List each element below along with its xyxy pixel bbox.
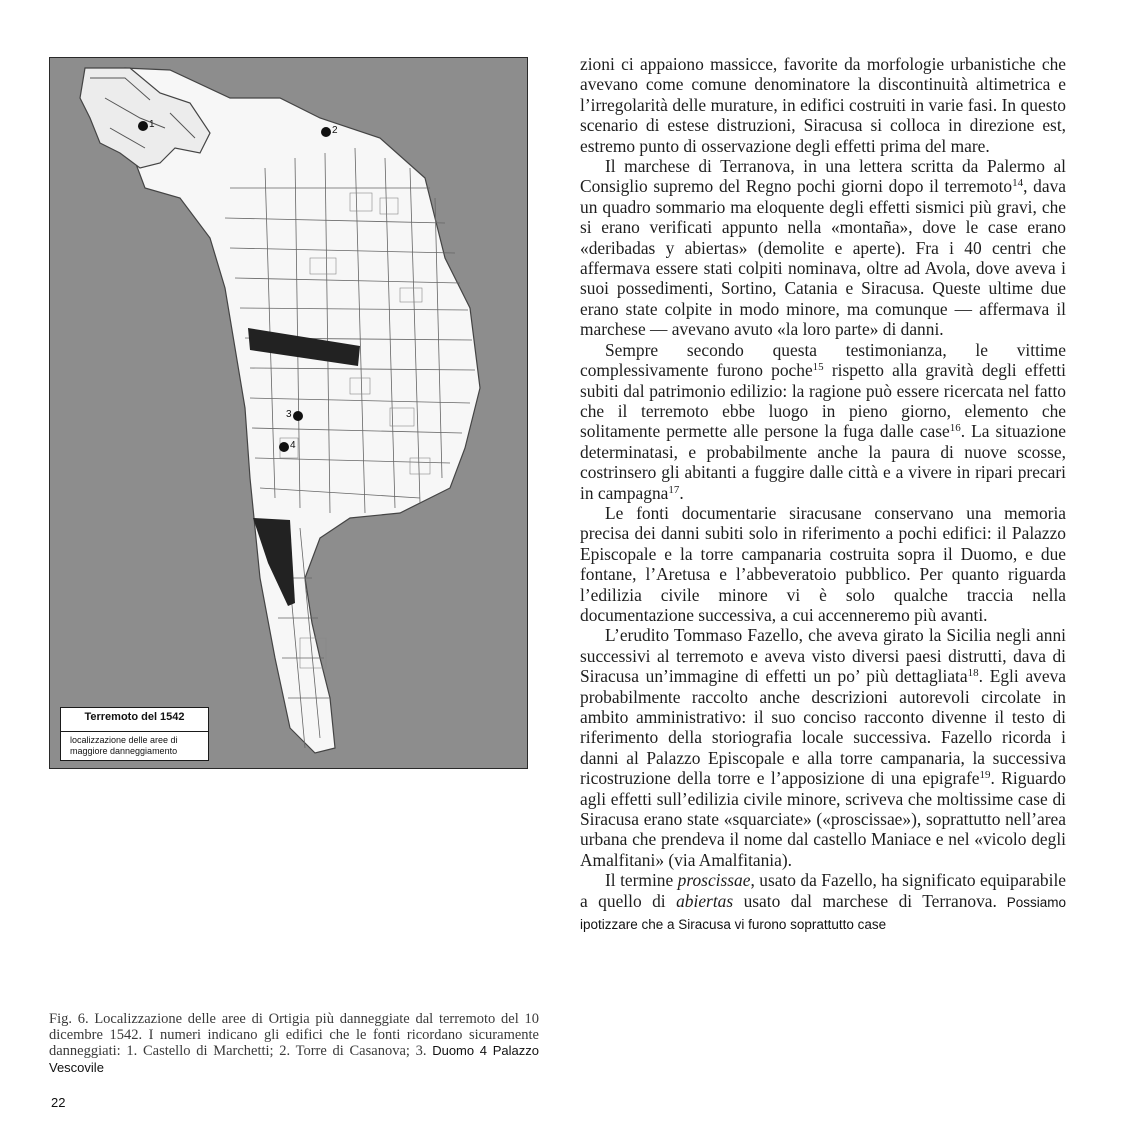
footnote-ref-15: 15: [812, 361, 824, 374]
marker-1-dot: [138, 121, 148, 131]
p6-text-c: usato dal marchese di Terranova.: [733, 890, 997, 911]
p6-italic-proscissae: proscissae: [677, 870, 751, 891]
marker-3-dot: [293, 411, 303, 421]
legend-title: Terremoto del 1542: [84, 711, 185, 723]
map-legend: [60, 707, 209, 761]
caption-text: Fig. 6. Localizzazione delle aree di Ortigia più danneggiate dal terremoto del 10 dicembre 1542. I numeri indicano gli edifici che le fonti ricordano sicuramente danneggiati: 1. Castello di Marchetti; 2. Torre di Casanova; 3.: [49, 1011, 539, 1059]
p6-tail: Possiamo ipotizzare che a Siracusa vi furono soprattutto case: [580, 894, 1066, 933]
p6-text-b: , usato da Fazello, ha significato equiparabile a quello di: [580, 870, 1067, 911]
p5-text-c: . Riguardo agli effetti sull’edilizia civile minore, scriveva che moltissime case di Siracusa erano state «squarciate» («proscissae»), soprattutto nell’area urbana che prendeva il nome dal castello Maniace e nel «vicolo degli Amalfitani» (via Amalfitania).: [580, 768, 1066, 870]
figure-caption: [49, 1012, 539, 1076]
paragraph-1: zioni ci appaiono massicce, favorite da morfologie urbanistiche che avevano come comune denominatore la discontinuità altimetrica e l’irregolarità delle murature, in edifici costruiti in varie fasi. In questo scenario di estese distruzioni, Siracusa si colloca in direzione est, estremo punto di osservazione degli effetti prima del mare.: [580, 54, 1066, 156]
marker-4-dot: [279, 442, 289, 452]
p5-text-b: . Egli aveva probabilmente raccolto anche descrizioni autorevoli circolate in ambito amministrativo: il suo conciso racconto divenne il testo di riferimento della storiografia locale successiva. Fazello ricorda i danni al Palazzo Episcopale e alla torre campanaria, la successiva ricostruzione della torre e l’apposizione di una epigrafe: [580, 666, 1067, 789]
paragraph-4: Le fonti documentarie siracusane conservano una memoria precisa dei danni subiti solo in riferimento a pochi edifici: il Palazzo Episcopale e la torre campanaria costruita sopra il Duomo, e due fontane, l’Aretusa e l’abbeveratoio pubblico. Per quanto riguarda l’edilizia civile minore vi è solo qualche traccia nella documentazione successiva, a cui accenneremo più avanti.: [580, 502, 1066, 625]
marker-label-3: 3: [286, 409, 292, 420]
p5-text-a: L’erudito Tommaso Fazello, che aveva girato la Sicilia negli anni successivi al terremoto e aveva visto diversi paesi distrutti, dava di Siracusa un’immagine di effetti un po’ più dettagliata: [580, 625, 1066, 687]
marker-label-4: 4: [290, 440, 296, 451]
footnote-ref-17: 17: [668, 483, 680, 496]
footnote-ref-16: 16: [949, 422, 961, 435]
p2-text-a: Il marchese di Terranova, in una lettera scritta da Palermo al Consiglio supremo del Regno pochi giorni dopo il terremoto: [580, 156, 1066, 197]
p3-text-a: Sempre secondo questa testimonianza, le vittime complessivamente furono poche: [580, 339, 1066, 381]
marker-label-2: 2: [332, 125, 338, 136]
paragraph-5: [580, 625, 1066, 870]
footnote-ref-18: 18: [967, 667, 979, 680]
marker-2-dot: [321, 127, 331, 137]
paragraph-2: [580, 156, 1066, 340]
map-figure: [49, 57, 528, 769]
p3-text-b: rispetto alla gravità degli effetti subiti dal patrimonio edilizio: la ragione può essere ricercata nel fatto che il terremoto ebbe luogo in pieno giorno, elemento che solitamente permette alle persone la fuga dalle case: [580, 360, 1066, 442]
paragraph-3: [580, 340, 1066, 503]
island-outline: [125, 68, 480, 753]
legend-description: localizzazione delle aree di maggiore danneggiamento: [70, 735, 178, 756]
p6-italic-abiertas: abiertas: [676, 890, 734, 911]
p3-text-d: .: [679, 482, 684, 503]
paragraph-6: [580, 870, 1066, 935]
caption-tail: Duomo 4 Palazzo Vescovile: [49, 1043, 539, 1075]
footnote-ref-19: 19: [979, 769, 991, 782]
p6-text-a: Il termine: [605, 870, 678, 891]
p3-text-c: . La situazione determinatasi, e probabilmente anche la paura di nuove scosse, costrinsero gli abitanti a fuggire dalle città e a vivere in ripari precari in campagna: [580, 421, 1066, 503]
p2-text-b: , dava un quadro sommario ma eloquente degli effetti sismici più gravi, che si erano verificati appunto nella «montaña», dove le case erano «deribadas y abiertas» (demolite e aperte). Fra i 40 centri che affermava essere stati colpiti nominava, oltre ad Avola, dove aveva i suoi possedimenti, Sortino, Catania e Siracusa. Queste ultime due erano state colpite in modo minore, ma comunque — affermava il marchese — avevano avuto «la loro parte» di danni.: [580, 176, 1066, 340]
page-number: 22: [51, 1095, 66, 1110]
legend-divider: [61, 731, 208, 732]
body-text-column: [580, 54, 1066, 935]
footnote-ref-14: 14: [1012, 177, 1024, 190]
marker-label-1: 1: [149, 119, 155, 130]
